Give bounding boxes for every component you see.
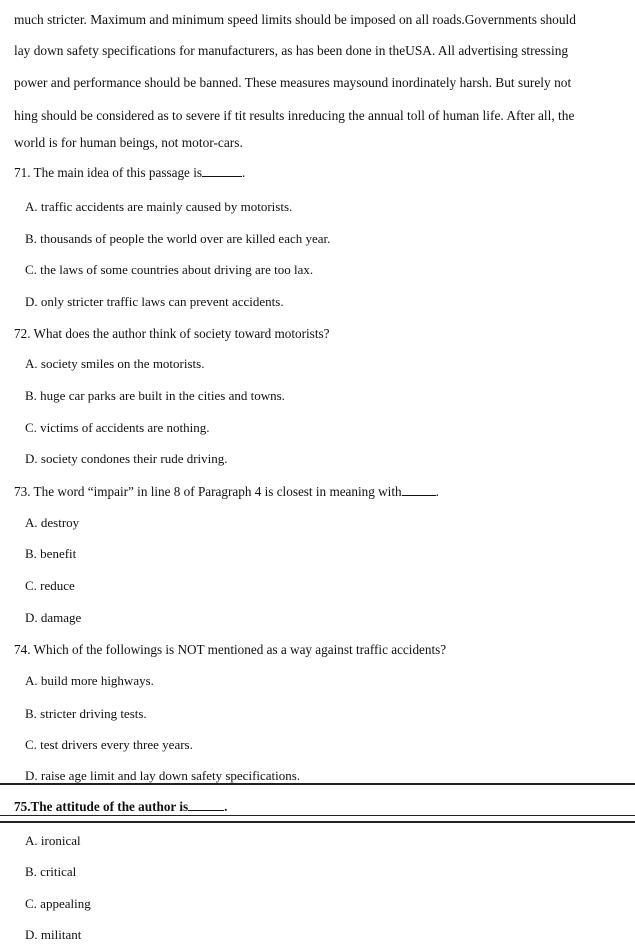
option-73-d: D. damage (25, 610, 82, 625)
divider-line (0, 783, 635, 785)
question-stem-tail: . (224, 799, 228, 814)
question-stem-text: 75.The attitude of the author is (14, 799, 189, 814)
option-75-d: D. militant (25, 927, 82, 942)
question-stem-tail: . (435, 484, 439, 499)
option-73-b: B. benefit (25, 546, 77, 561)
option-74-c: C. test drivers every three years. (25, 737, 193, 752)
passage-line: power and performance should be banned. These measures maysound inordinately harsh. But surely not (14, 75, 572, 90)
question-stem-tail: . (242, 165, 246, 180)
option-75-c: C. appealing (25, 896, 91, 911)
question-75-stem (14, 799, 227, 815)
option-71-b: B. thousands of people the world over are killed each year. (25, 231, 331, 246)
answer-blank (402, 484, 436, 496)
divider-line (0, 815, 635, 816)
option-74-d: D. raise age limit and lay down safety specifications. (25, 768, 301, 783)
answer-blank (202, 165, 242, 177)
passage-line: hing should be considered as to severe if tit results inreducing the annual toll of human life. After all, the (14, 108, 575, 123)
option-71-a: A. traffic accidents are mainly caused by motorists. (25, 199, 293, 214)
option-72-a: A. society smiles on the motorists. (25, 356, 205, 371)
answer-blank (188, 799, 224, 811)
passage-line: much stricter. Maximum and minimum speed limits should be imposed on all roads.Governments should (14, 12, 576, 27)
question-71-stem (14, 165, 245, 181)
option-74-a: A. build more highways. (25, 673, 154, 688)
passage-line: lay down safety specifications for manufacturers, as has been done in theUSA. All advertising stressing (14, 43, 569, 58)
question-73-stem (14, 484, 439, 500)
option-72-b: B. huge car parks are built in the cities and towns. (25, 388, 285, 403)
option-71-c: C. the laws of some countries about driving are too lax. (25, 262, 314, 277)
question-74-stem: 74. Which of the followings is NOT mentioned as a way against traffic accidents? (14, 642, 447, 657)
question-stem-text: 71. The main idea of this passage is (14, 165, 203, 180)
question-72-stem: 72. What does the author think of society toward motorists? (14, 326, 330, 341)
passage-line: world is for human beings, not motor-cars. (14, 135, 243, 150)
question-stem-text: 73. The word “impair” in line 8 of Paragraph 4 is closest in meaning with (14, 484, 402, 499)
option-73-c: C. reduce (25, 578, 75, 593)
option-72-c: C. victims of accidents are nothing. (25, 420, 210, 435)
option-75-a: A. ironical (25, 833, 81, 848)
divider-line (0, 821, 635, 823)
option-71-d: D. only stricter traffic laws can prevent accidents. (25, 294, 284, 309)
option-74-b: B. stricter driving tests. (25, 706, 147, 721)
option-72-d: D. society condones their rude driving. (25, 451, 228, 466)
option-75-b: B. critical (25, 864, 77, 879)
option-73-a: A. destroy (25, 515, 80, 530)
